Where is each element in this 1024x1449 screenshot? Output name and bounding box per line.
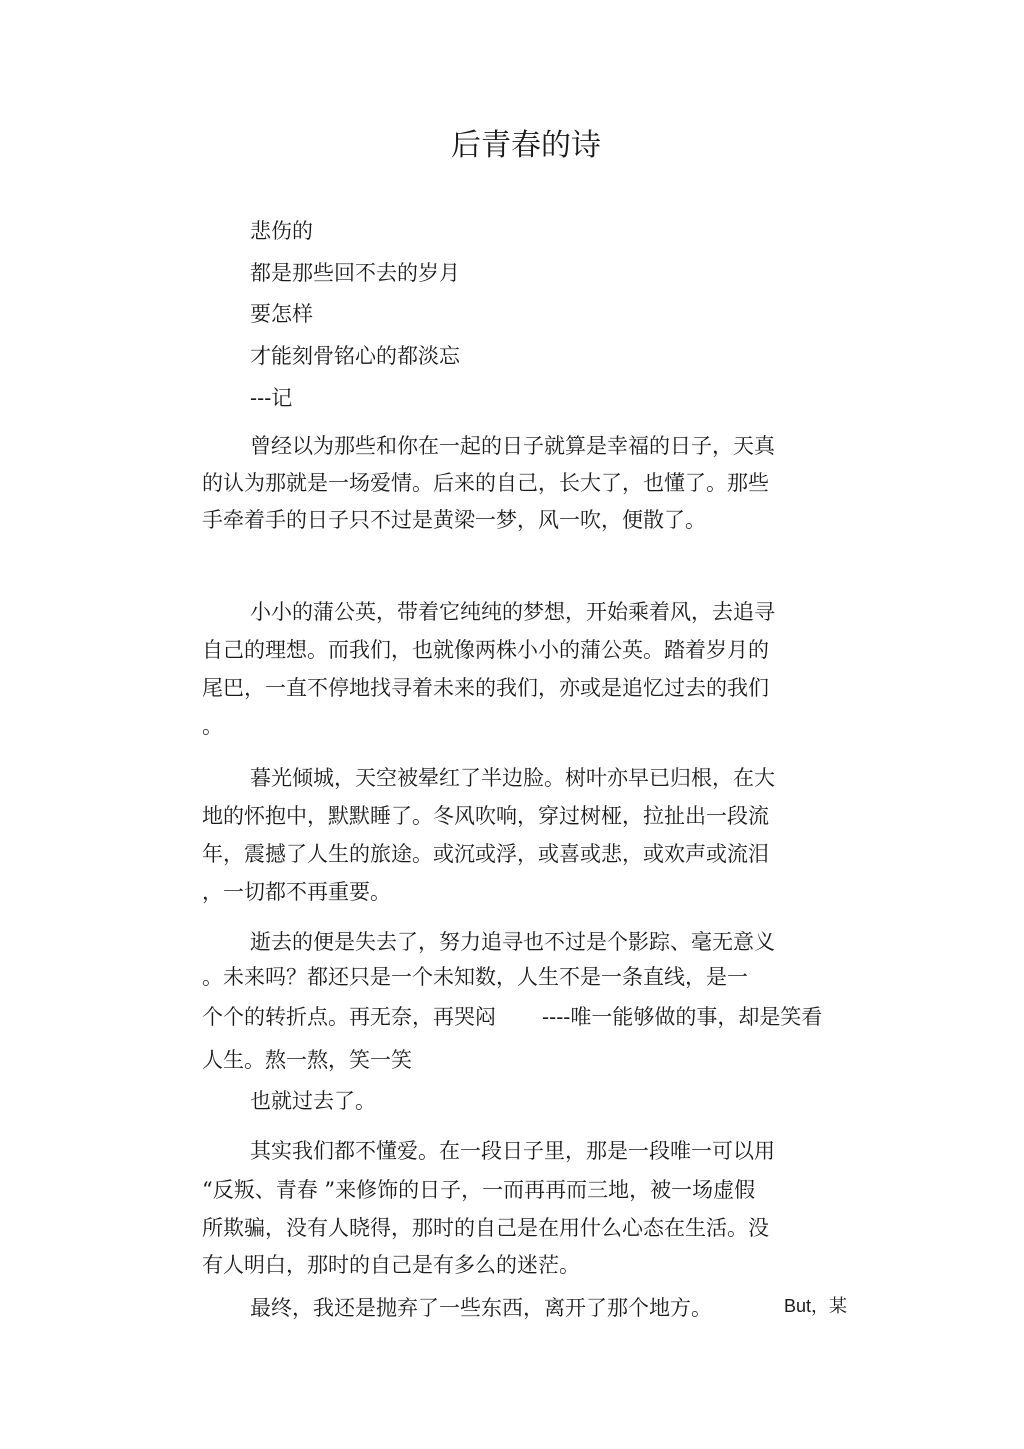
text-line: 所欺骗，没有人晓得，那时的自己是在用什么心态在生活。没 [202,1216,769,1240]
poem-line: 悲伤的 [250,219,313,243]
page-title: 后青春的诗 [451,128,601,163]
text-line: But，某 [784,1296,848,1316]
text-line: 自己的理想。而我们，也就像两株小小的蒲公英。踏着岁月的 [202,638,769,662]
text-line: ，一切都不再重要。 [202,880,391,904]
text-line: ----唯一能够做的事，却是笑看 [542,1005,823,1029]
text-line: 。未来吗？都还只是一个未知数，人生不是一条直线，是一 [202,965,748,989]
text-line: “反叛、青春 ”来修饰的日子，一而再再而三地，被一场虚假 [202,1178,756,1202]
text-line: 暮光倾城，天空被晕红了半边脸。树叶亦早已归根，在大 [250,766,775,790]
poem-line: 要怎样 [250,302,313,326]
text-line: 曾经以为那些和你在一起的日子就算是幸福的日子，天真 [250,434,775,458]
text-line: 最终，我还是抛弃了一些东西，离开了那个地方。 [250,1296,712,1320]
text-line: 逝去的便是失去了，努力追寻也不过是个影踪、毫无意义 [250,930,775,954]
text-line: 有人明白，那时的自己是有多么的迷茫。 [202,1253,580,1277]
text-line: 的认为那就是一场爱情。后来的自己，长大了，也懂了。那些 [202,471,769,495]
text-line: 个个的转折点。再无奈，再哭闷 [202,1005,496,1029]
text-line: 年，震撼了人生的旅途。或沉或浮，或喜或悲，或欢声或流泪 [202,842,769,866]
text-line: 地的怀抱中，默默睡了。冬风吹响，穿过树桠，拉扯出一段流 [202,804,769,828]
text-line: 。 [202,714,223,738]
poem-line: 都是那些回不去的岁月 [250,261,460,285]
text-line: 其实我们都不懂爱。在一段日子里，那是一段唯一可以用 [250,1139,775,1163]
text-line: 人生。熬一熬，笑一笑 [202,1048,412,1072]
text-line: 也就过去了。 [250,1089,376,1113]
poem-line: 才能刻骨铭心的都淡忘 [250,344,460,368]
text-line: 手牵着手的日子只不过是黄梁一梦，风一吹，便散了。 [202,508,706,532]
text-line: 小小的蒲公英，带着它纯纯的梦想，开始乘着风，去追寻 [250,600,775,624]
text-line: 尾巴，一直不停地找寻着未来的我们，亦或是追忆过去的我们 [202,676,769,700]
poem-line: ---记 [250,386,293,410]
